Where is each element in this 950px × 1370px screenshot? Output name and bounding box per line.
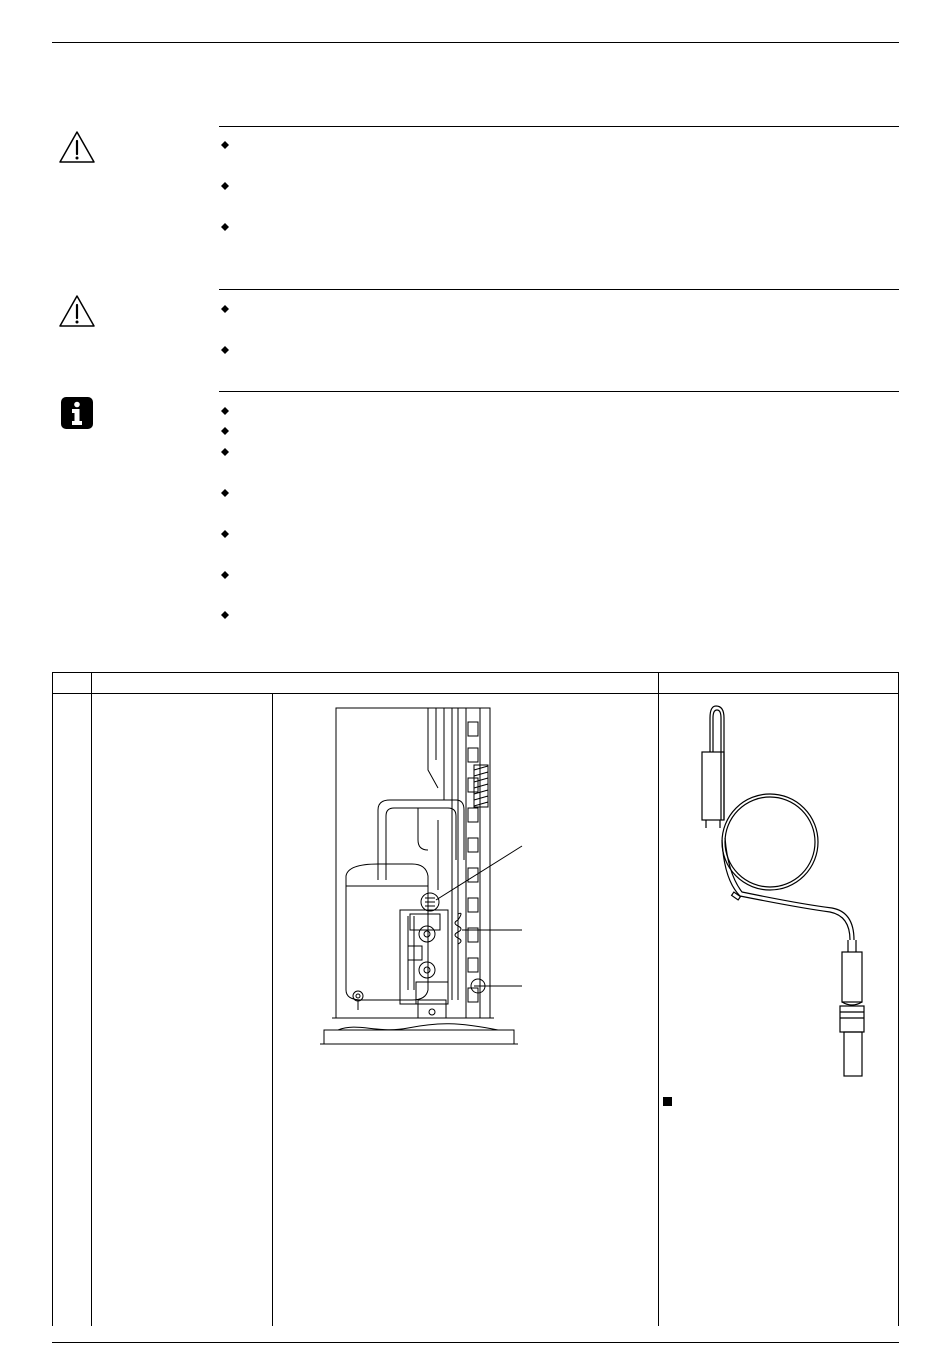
footer-rule [52,1342,899,1343]
info-section-rule [219,391,899,392]
charge-hose-illustration [680,700,880,1080]
bullet-marker [220,447,230,457]
bullet-marker [220,610,230,620]
warning-section-rule [219,126,899,127]
table-right-border [898,672,899,1326]
bullet-marker [220,181,230,191]
caution-triangle-icon [58,294,96,333]
bullet-marker [220,570,230,580]
bullet-marker [220,406,230,416]
warning-triangle-icon [58,130,96,169]
bullet-marker [220,529,230,539]
outdoor-unit-illustration [318,700,528,1050]
header-rule [52,42,899,43]
table-left-border [52,672,53,1326]
bullet-marker [220,304,230,314]
bullet-marker [220,345,230,355]
table-col-divider [658,672,659,1326]
table-col-divider [272,693,273,1326]
bullet-marker [220,222,230,232]
table-top-border [52,672,899,673]
caution-section-rule [219,289,899,290]
bullet-marker [220,426,230,436]
table-col-divider [91,672,92,1326]
bullet-marker [220,140,230,150]
square-bullet [663,1097,672,1106]
information-icon [60,396,94,435]
table-header-border [52,693,899,694]
bullet-marker [220,488,230,498]
